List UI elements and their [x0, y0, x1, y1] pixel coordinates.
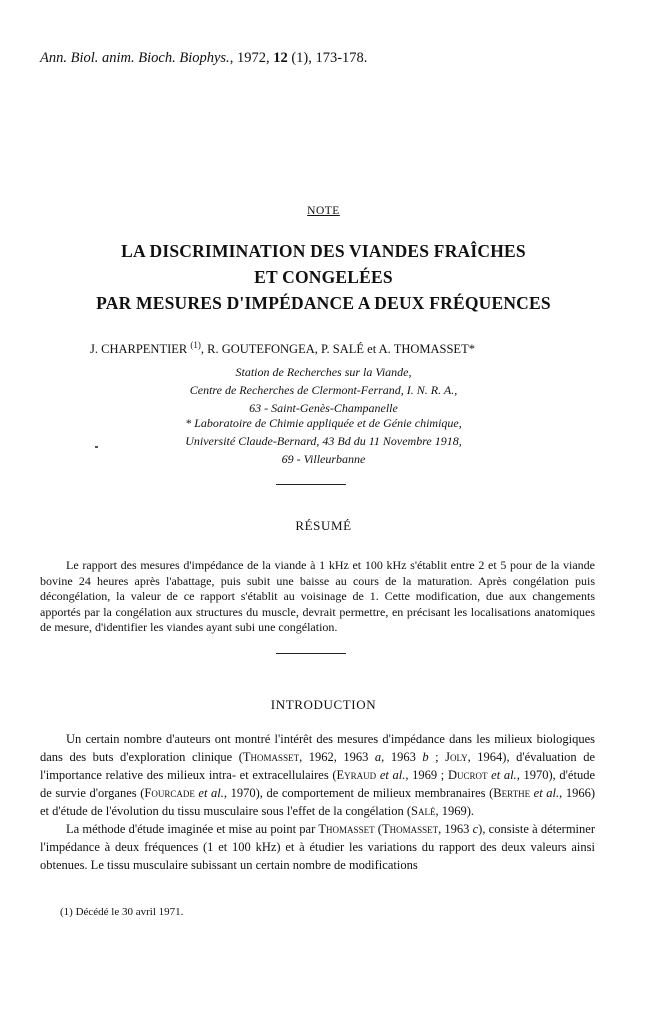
resume-paragraph: Le rapport des mesures d'impédance de la viande à 1 kHz et 100 kHz s'établit entre 2 et 5 pour de la viande bovine 24 heures après l'abattage, puis subit une baisse au cours de la maturation. Après congélation puis décongélation, la valeur de ce rapport s'établit au voisinage de 1. Cette modification, due aux changements apportés par la congélation aux structures du muscle, devrait permettre, en précisant les localisations anatomiques de mesure, d'identifier les viandes ayant subi une congélation.: [40, 558, 595, 634]
affiliation-1-line: 63 - Saint-Genès-Champanelle: [249, 401, 398, 415]
author-1: J. CHARPENTIER: [90, 342, 191, 357]
separator-rule: [276, 484, 346, 485]
other-authors: , R. GOUTEFONGEA, P. SALÉ et A. THOMASSET*: [200, 342, 475, 357]
citation-pages: (1), 173-178.: [287, 50, 368, 66]
footnote-mark: (1): [60, 906, 73, 918]
footnote-text: Décédé le 30 avril 1971.: [72, 906, 184, 918]
affiliation-2-line: Université Claude-Bernard, 43 Bd du 11 Novembre 1918,: [185, 434, 462, 448]
title-line-2: ET CONGELÉES: [254, 267, 393, 287]
separator-rule: [276, 653, 346, 654]
author-list: [90, 340, 475, 357]
footnote: [60, 906, 183, 918]
introduction-heading: INTRODUCTION: [270, 697, 377, 712]
affiliation-2-line: * Laboratoire de Chimie appliquée et de Génie chimique,: [185, 416, 462, 430]
introduction-body: [40, 730, 595, 874]
journal-citation: [40, 50, 367, 67]
resume-body: [40, 558, 595, 636]
intro-paragraph-2: La méthode d'étude imaginée et mise au point par Thomasset (Thomasset, 1963 c), consiste à déterminer l'impédance à deux fréquences (1 et 100 kHz) et à étudier les variations du rapport des deux valeurs ainsi obtenues. Le tissu musculaire subissant un certain nombre de modifications: [40, 822, 595, 872]
affiliation-1: [0, 363, 647, 417]
note-label: NOTE: [307, 205, 340, 217]
citation-year: , 1972,: [229, 50, 274, 66]
paper-title: [0, 238, 647, 316]
affiliation-1-line: Station de Recherches sur la Viande,: [235, 365, 412, 379]
journal-name: Ann. Biol. anim. Bioch. Biophys.: [40, 50, 230, 66]
affiliation-2-line: 69 - Villeurbanne: [281, 452, 366, 466]
resume-heading: RÉSUMÉ: [295, 518, 352, 533]
title-line-1: LA DISCRIMINATION DES VIANDES FRAÎCHES: [121, 241, 526, 261]
intro-paragraph-1: Un certain nombre d'auteurs ont montré l'intérêt des mesures d'impédance dans les milieux biologiques dans des buts d'exploration clinique (Thomasset, 1962, 1963 a, 1963 b ; Joly, 1964), d'évaluation de l'importance relative des milieux intra- et extracellulaires (Eyraud et al., 1969 ; Ducrot et al., 1970), d'étude de survie d'organes (Fourcade et al., 1970), de comportement de milieux membranaires (Berthe et al., 1966) et d'étude de l'évolution du tissu musculaire sous l'effet de la congélation (Salé, 1969).: [40, 732, 595, 818]
affiliation-1-line: Centre de Recherches de Clermont-Ferrand, I. N. R. A.,: [189, 383, 458, 397]
affiliation-2: [0, 414, 647, 468]
footnote-ref: (1): [190, 340, 201, 350]
title-line-3: PAR MESURES D'IMPÉDANCE A DEUX FRÉQUENCES: [96, 293, 551, 313]
citation-volume: 12: [273, 50, 288, 66]
